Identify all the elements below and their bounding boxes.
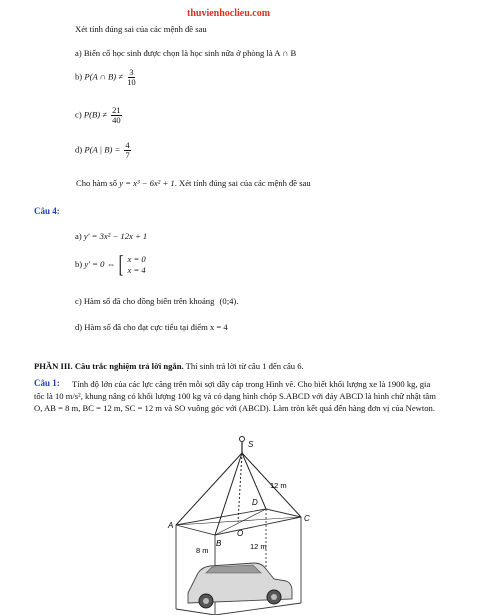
part-instructions: Thí sinh trả lời từ câu 1 đến câu 6.	[183, 361, 304, 371]
hook-ring	[240, 437, 245, 442]
car	[188, 563, 292, 608]
numerator: 21	[112, 105, 121, 115]
fraction	[127, 68, 136, 87]
label-o: O	[237, 529, 244, 538]
pyramid-lift-figure	[158, 433, 328, 615]
statement-label: b)	[75, 71, 83, 82]
label-c: C	[304, 514, 310, 523]
part-title: PHẦN III. Câu trắc nghiệm trả lời ngắn.	[34, 361, 184, 371]
denominator: 40	[112, 115, 121, 125]
case-2: x = 4	[127, 265, 146, 275]
denominator: 7	[125, 150, 130, 160]
q4-intro	[76, 178, 311, 188]
bracket: [	[118, 252, 124, 278]
function-formula: y = x³ − 6x² + 1	[119, 178, 175, 188]
cables	[176, 453, 301, 535]
solution-cases	[127, 254, 145, 276]
interval: (0;4)	[219, 296, 237, 306]
statement-label: c)	[75, 109, 82, 120]
q4-title: Câu 4:	[34, 206, 60, 216]
statement-label: a)	[75, 231, 82, 241]
label-s: S	[248, 440, 254, 449]
period: .	[236, 296, 239, 306]
case-1: x = 0	[127, 254, 146, 264]
label-a: A	[168, 521, 174, 530]
intro-text: Cho hàm số	[76, 178, 118, 188]
fraction	[111, 106, 122, 125]
q3-prompt: Xét tính đúng sai của các mệnh đề sau	[75, 24, 207, 34]
label-length-bc: 12 m	[250, 542, 267, 551]
numerator: 4	[125, 140, 130, 150]
label-length-ab: 8 m	[196, 546, 209, 555]
statement-text: c) Hàm số đã cho đồng biến trên khoảng	[75, 296, 215, 306]
formula: P(B) ≠	[83, 109, 107, 120]
q4-statement-a	[75, 231, 147, 241]
numerator: 3	[129, 67, 134, 77]
denominator: 10	[127, 77, 136, 87]
q3-statement-a: a) Biến cố học sinh được chọn là học sinh nữa ở phòng là A ∩ B	[75, 48, 297, 58]
q3-statement-b	[75, 68, 136, 87]
q1-label: Câu 1:	[34, 378, 60, 388]
q3-statement-d	[75, 141, 131, 160]
fraction	[124, 141, 130, 160]
label-d: D	[252, 498, 258, 507]
intro-text-end: . Xét tính đúng sai của các mệnh đề sau	[174, 178, 311, 188]
q4-statement-d: d) Hàm số đã cho đạt cực tiểu tại điểm x = 4	[75, 322, 228, 332]
q3-statement-c	[75, 106, 122, 125]
label-length-sc: 12 m	[270, 481, 287, 490]
statement-label: b)	[75, 258, 83, 269]
statement-label: d)	[75, 144, 83, 155]
formula: P(A ∩ B) ≠	[84, 71, 124, 82]
watermark-site: thuvienhoclieu.com	[187, 8, 271, 19]
q1-text: Tính độ lớn của các lực căng trên mỗi sợi dây cáp trong Hình vẽ. Cho biết khối lượng xe là 1900 kg, gia tốc là 10 m/s², khung nâng có khối lượng 100 kg và có dạng hình chóp S.ABCD với đáy ABCD là hình chữ nhật tâm O, AB = 8 m, BC = 12 m, SC = 12 m và SO vuông góc với (ABCD). Làm tròn kết quả đến hàng đơn vị của Newton.	[34, 379, 436, 413]
label-b: B	[216, 539, 222, 548]
part3-heading	[34, 361, 304, 371]
derivative-formula: y′ = 3x² − 12x + 1	[83, 231, 148, 241]
q4-statement-b	[75, 254, 146, 276]
equation: y′ = 0 ⇔	[84, 258, 116, 269]
q4-statement-c	[75, 296, 238, 306]
formula: P(A | B) =	[84, 144, 121, 155]
